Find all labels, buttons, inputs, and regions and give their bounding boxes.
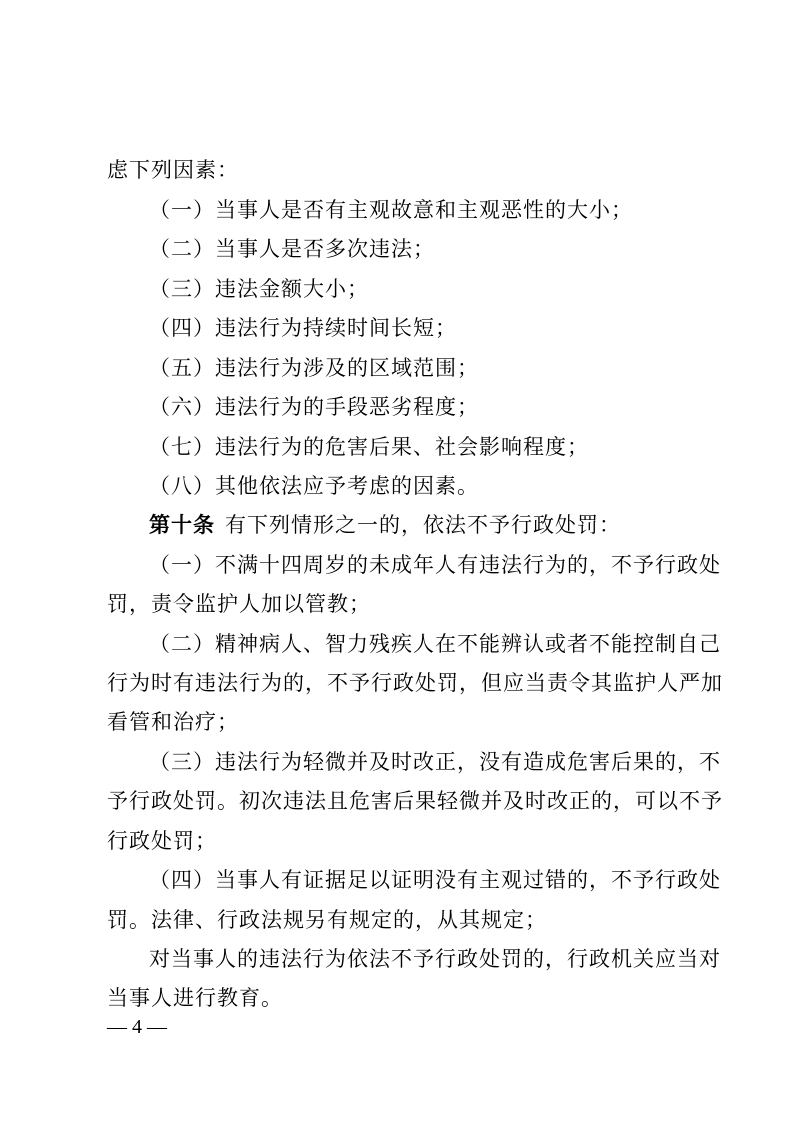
list-item: （七）违法行为的危害后果、社会影响程度； <box>149 435 589 459</box>
text-line: 看管和治疗； <box>107 710 239 734</box>
text-line: 行为时有违法行为的，不予行政处罚，但应当责令其监护人严加 <box>107 671 723 695</box>
text-line: 当事人进行教育。 <box>107 986 283 1010</box>
text-line: 罚。法律、行政法规另有规定的，从其规定； <box>107 908 547 932</box>
article-text: 有下列情形之一的，依法不予行政处罚： <box>225 513 621 537</box>
list-item: （五）违法行为涉及的区域范围； <box>149 356 479 380</box>
list-item: （三）违法行为轻微并及时改正，没有造成危害后果的，不 <box>149 750 721 774</box>
list-item: （六）违法行为的手段恶劣程度； <box>149 395 479 419</box>
list-item: （八）其他依法应予考虑的因素。 <box>149 474 479 498</box>
list-item: （二）当事人是否多次违法； <box>149 237 435 261</box>
text-line: 行政处罚； <box>107 829 217 853</box>
article-heading: 第十条 <box>149 512 215 537</box>
list-item: （一）当事人是否有主观故意和主观恶性的大小； <box>149 198 633 222</box>
list-item: （四）违法行为持续时间长短； <box>149 316 457 340</box>
text-line: 罚，责令监护人加以管教； <box>107 592 371 616</box>
list-item: （一）不满十四周岁的未成年人有违法行为的，不予行政处 <box>149 553 721 577</box>
list-item: （二）精神病人、智力残疾人在不能辨认或者不能控制自己 <box>149 632 721 656</box>
list-item: （三）违法金额大小； <box>149 277 369 301</box>
page-number: — 4 — <box>107 1016 167 1038</box>
text-line: 虑下列因素： <box>107 158 239 182</box>
article-line <box>149 512 621 538</box>
paragraph-line: 对当事人的违法行为依法不予行政处罚的，行政机关应当对 <box>149 947 721 971</box>
text-line: 予行政处罚。初次违法且危害后果轻微并及时改正的，可以不予 <box>107 789 723 813</box>
list-item: （四）当事人有证据足以证明没有主观过错的，不予行政处 <box>149 868 721 892</box>
